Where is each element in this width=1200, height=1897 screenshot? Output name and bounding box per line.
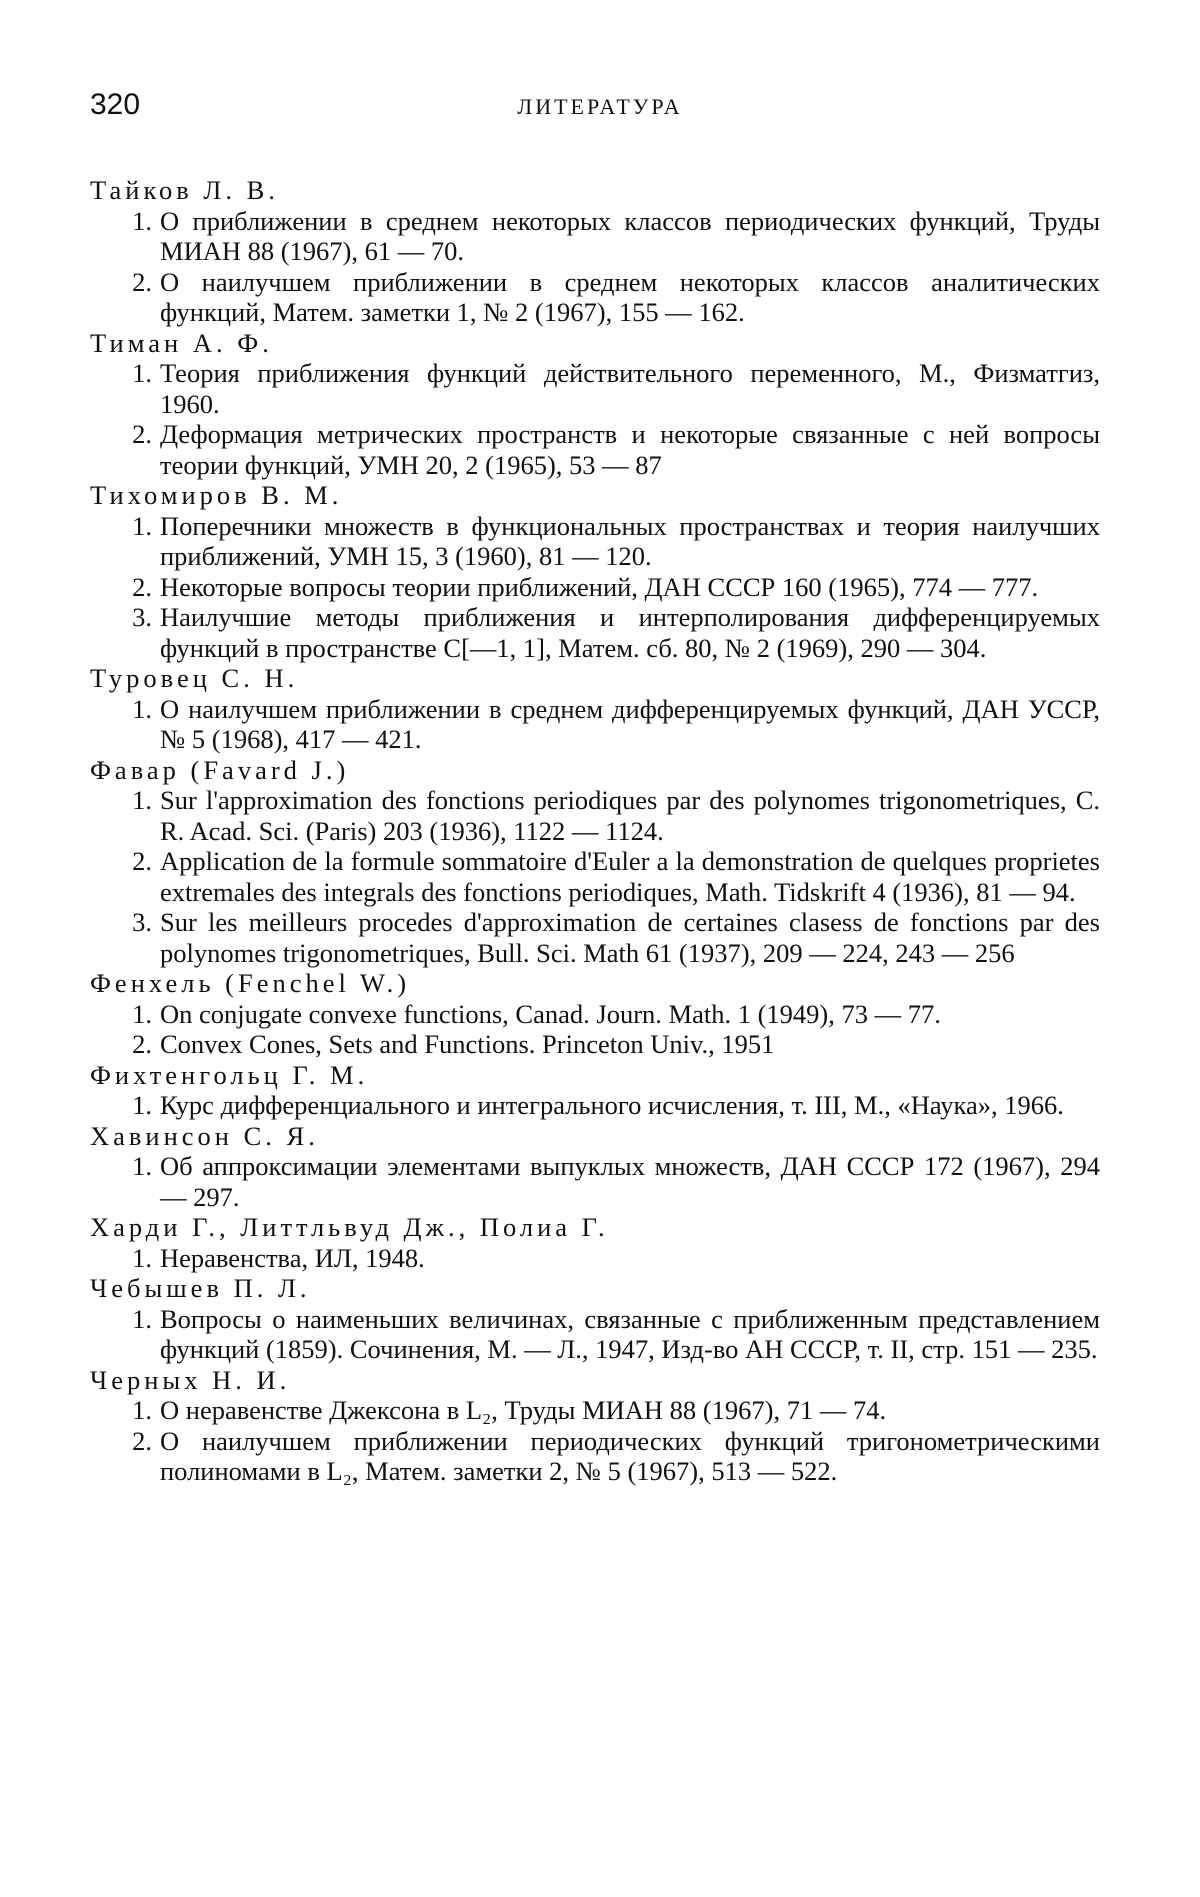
reference-entry — [90, 206, 1100, 267]
page-number: 320 — [90, 88, 141, 121]
reference-entry — [90, 1243, 1100, 1274]
reference-entry — [90, 511, 1100, 572]
entry-text: О приближении в среднем некоторых классов периодических функций, Труды МИАН 88 (1967), 61 — 70. — [160, 205, 1100, 266]
entry-number: 1. — [132, 358, 152, 388]
reference-entry — [90, 1151, 1100, 1212]
entry-number: 1. — [132, 1395, 152, 1425]
entry-text: Деформация метрических пространств и некоторые связанные с ней вопросы теории функций, УМН 20, 2 (1965), 53 — 87 — [160, 419, 1100, 480]
entry-text: Вопросы о наименьших величинах, связанные с приближенным представлением функций (1859). Сочинения, М. — Л., 1947, Изд-во АН СССР, т. II, стр. 151 — 235. — [160, 1303, 1100, 1364]
page-header — [90, 88, 1110, 128]
entry-text: On conjugate convexe functions, Canad. Journ. Math. 1 (1949), 73 — 77. — [160, 998, 941, 1029]
author-name: Фавар (Favard J.) — [90, 754, 350, 785]
author-name: Тихомиров В. М. — [90, 480, 343, 510]
entry-number: 3. — [132, 602, 152, 632]
author-name: Туровец С. Н. — [90, 663, 299, 693]
reference-entry — [90, 1304, 1100, 1365]
entry-text: Application de la formule sommatoire d'Euler a la demonstration de quelques proprietes extremales des integrals des fonctions periodiques, Math. Tidskrift 4 (1936), 81 — 94. — [160, 846, 1100, 907]
entry-number: 2. — [132, 419, 152, 449]
entry-text: О неравенстве Джексона в L₂, Труды МИАН 88 (1967), 71 — 74. — [160, 1395, 887, 1425]
entry-text: Курс дифференциального и интегрального исчисления, т. III, М., «Наука», 1966. — [160, 1090, 1064, 1120]
reference-entry — [90, 602, 1100, 663]
reference-entry — [90, 907, 1100, 968]
entry-number: 1. — [132, 1242, 152, 1273]
author-name: Фенхель (Fenchel W.) — [90, 968, 411, 998]
entry-number: 1. — [132, 1303, 152, 1334]
author-name: Тиман А. Ф. — [90, 327, 273, 358]
reference-entry — [90, 572, 1100, 603]
entry-text: Неравенства, ИЛ, 1948. — [160, 1242, 425, 1273]
entry-number: 1. — [132, 1090, 152, 1120]
entry-number: 2. — [132, 266, 152, 297]
reference-entry — [90, 1395, 1100, 1426]
entry-number: 2. — [132, 1425, 152, 1456]
author-name: Тайков Л. В. — [90, 175, 279, 205]
entry-number: 2. — [132, 1029, 152, 1059]
entry-text: Наилучшие методы приближения и интерполирования дифференцируемых функций в пространстве C[—1, 1], Матем. сб. 80, № 2 (1969), 290 — 304. — [160, 602, 1100, 663]
entry-text: Sur l'approximation des fonctions periodiques par des polynomes trigonometriques, C. R. Acad. Sci. (Paris) 203 (1936), 1122 — 1124. — [160, 785, 1100, 846]
entry-text: О наилучшем приближении периодических функций тригонометрическими полиномами в L₂, Матем. заметки 2, № 5 (1967), 513 — 522. — [160, 1425, 1100, 1486]
entry-number: 1. — [132, 998, 152, 1029]
entry-text: О наилучшем приближении в среднем некоторых классов аналитических функций, Матем. заметки 1, № 2 (1967), 155 — 162. — [160, 266, 1100, 327]
reference-entry — [90, 1090, 1100, 1121]
author-name: Хавинсон С. Я. — [90, 1120, 319, 1151]
entry-number: 1. — [132, 785, 152, 815]
author-name: Харди Г., Литтльвуд Дж., Полиа Г. — [90, 1212, 609, 1242]
entry-number: 3. — [132, 907, 152, 937]
reference-entry — [90, 1426, 1100, 1487]
entry-number: 1. — [132, 510, 152, 541]
entry-text: О наилучшем приближении в среднем дифференцируемых функций, ДАН УССР, № 5 (1968), 417 — 421. — [160, 693, 1100, 754]
entry-number: 2. — [132, 846, 152, 876]
reference-entry — [90, 267, 1100, 328]
running-head-title: ЛИТЕРАТУРА — [517, 94, 683, 119]
reference-entry — [90, 785, 1100, 846]
entry-text: Теория приближения функций действительного переменного, М., Физматгиз, 1960. — [160, 358, 1100, 419]
reference-list — [90, 175, 1100, 1487]
entry-number: 1. — [132, 1151, 152, 1181]
author-name: Чебышев П. Л. — [90, 1273, 311, 1303]
author-name: Фихтенгольц Г. М. — [90, 1059, 369, 1090]
entry-text: Convex Cones, Sets and Functions. Princeton Univ., 1951 — [160, 1029, 775, 1059]
entry-number: 1. — [132, 205, 152, 236]
reference-entry — [90, 419, 1100, 480]
reference-entry — [90, 846, 1100, 907]
reference-entry — [90, 999, 1100, 1030]
entry-text: Об аппроксимации элементами выпуклых множеств, ДАН СССР 172 (1967), 294 — 297. — [160, 1151, 1100, 1212]
reference-entry — [90, 694, 1100, 755]
reference-entry — [90, 358, 1100, 419]
author-name: Черных Н. И. — [90, 1364, 291, 1395]
entry-text: Sur les meilleurs procedes d'approximation de certaines clasess de fonctions par des polynomes trigonometriques, Bull. Sci. Math 61 (1937), 209 — 224, 243 — 256 — [160, 907, 1100, 968]
entry-text: Поперечники множеств в функциональных пространствах и теория наилучших приближений, УМН 15, 3 (1960), 81 — 120. — [160, 510, 1100, 571]
entry-number: 2. — [132, 571, 152, 602]
entry-text: Некоторые вопросы теории приближений, ДАН СССР 160 (1965), 774 — 777. — [160, 571, 1039, 602]
reference-entry — [90, 1029, 1100, 1060]
entry-number: 1. — [132, 693, 152, 724]
